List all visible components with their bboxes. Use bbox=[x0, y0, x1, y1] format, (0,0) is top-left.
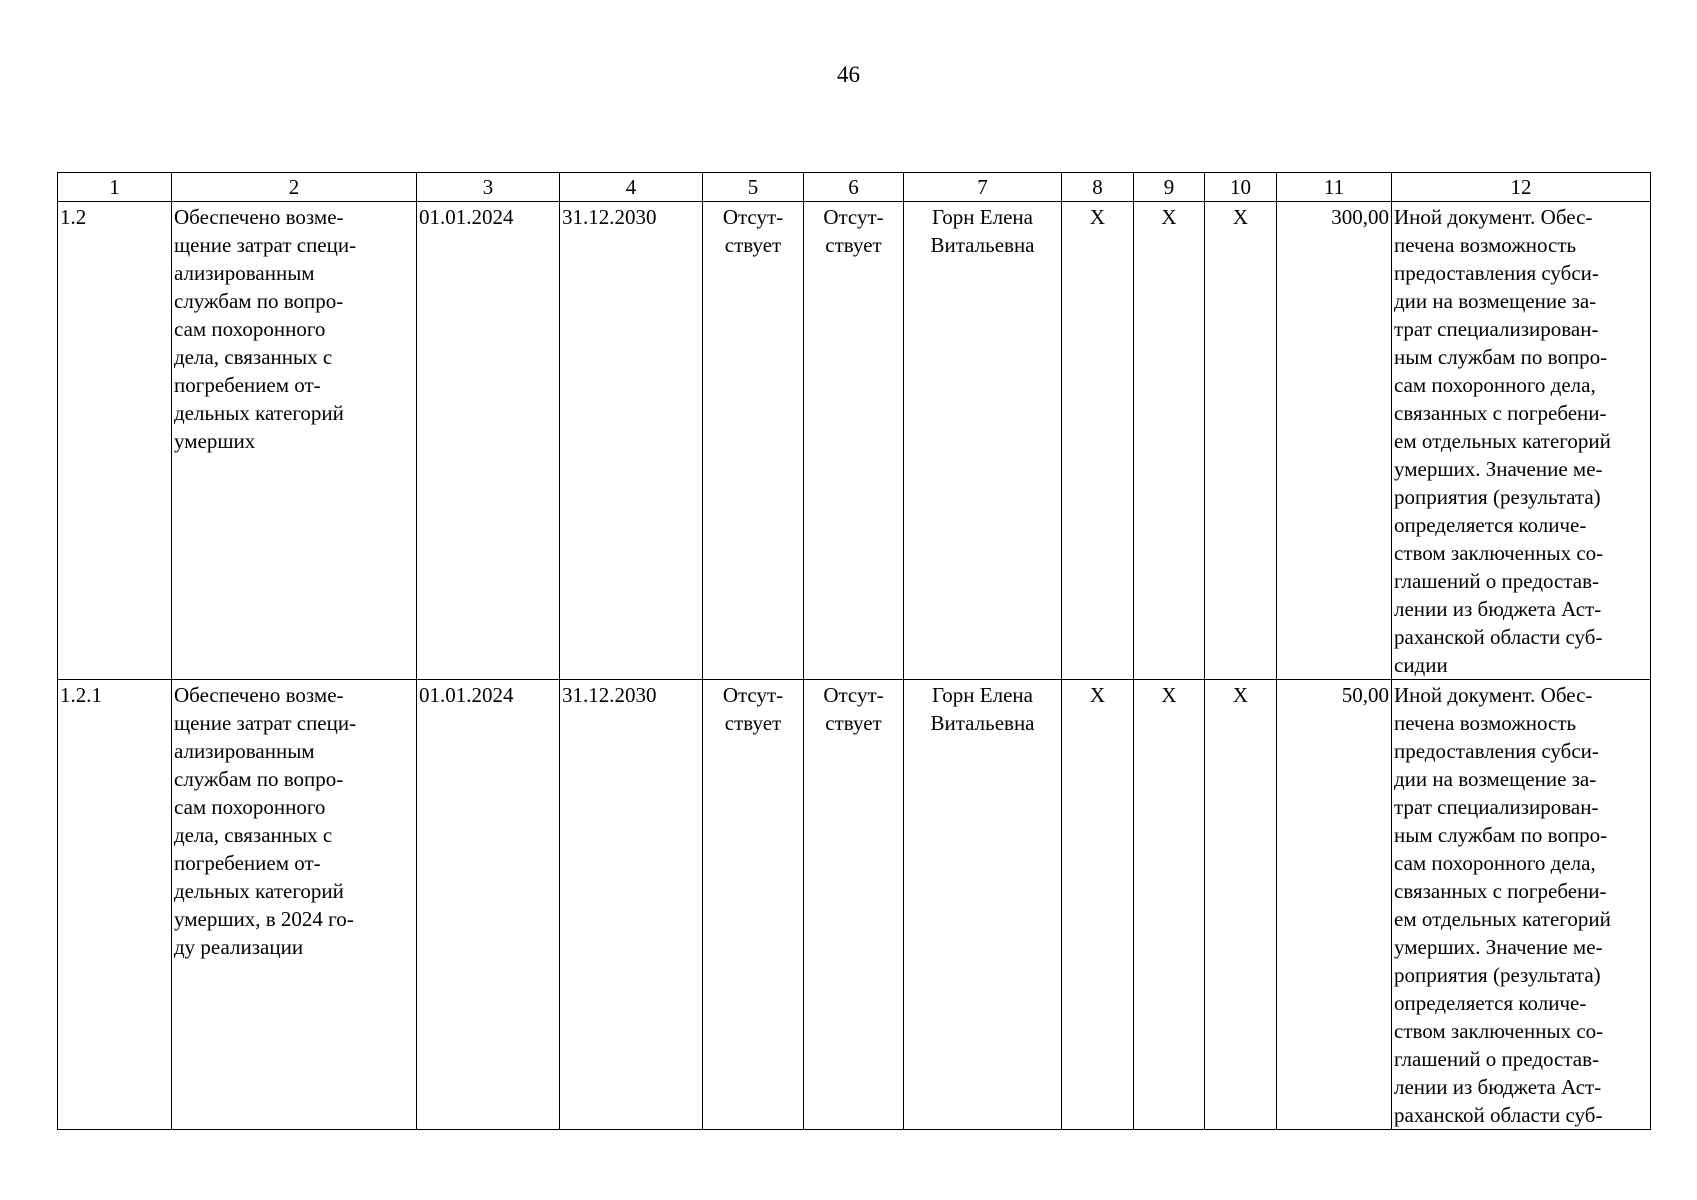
start-date-cell: 01.01.2024 bbox=[417, 680, 560, 1130]
column-header: 7 bbox=[904, 173, 1062, 202]
row-number-cell: 1.2 bbox=[58, 202, 172, 680]
table-header-row bbox=[58, 173, 1651, 202]
end-date-cell: 31.12.2030 bbox=[560, 680, 703, 1130]
column-header: 12 bbox=[1392, 173, 1651, 202]
responsible-person-cell: Горн Елена Витальевна bbox=[904, 680, 1062, 1130]
activities-table bbox=[57, 172, 1651, 1130]
column-header: 2 bbox=[172, 173, 417, 202]
page-number: 46 bbox=[837, 62, 860, 87]
column-header: 10 bbox=[1205, 173, 1277, 202]
column-9-cell: X bbox=[1134, 202, 1205, 680]
column-header: 5 bbox=[703, 173, 804, 202]
document-description-cell: Иной документ. Обес- печена возможность предоставления субси- дии на возмещение за- трат специализирован- ным службам по вопро- сам похоронного дела, связанных с погребени- ем отдельных категорий умерших. Значение ме- роприятия (результата) определяется количе- ством заключенных со- глашений о предостав- лении из бюджета Аст- раханской области суб- bbox=[1392, 680, 1651, 1130]
column-header: 9 bbox=[1134, 173, 1205, 202]
column-8-cell: X bbox=[1062, 202, 1134, 680]
column-header: 8 bbox=[1062, 173, 1134, 202]
table-row bbox=[58, 680, 1651, 1130]
column-header: 1 bbox=[58, 173, 172, 202]
responsible-person-cell: Горн Елена Витальевна bbox=[904, 202, 1062, 680]
amount-cell: 300,00 bbox=[1277, 202, 1392, 680]
end-date-cell: 31.12.2030 bbox=[560, 202, 703, 680]
start-date-cell: 01.01.2024 bbox=[417, 202, 560, 680]
column-5-cell: Отсут- ствует bbox=[703, 680, 804, 1130]
activity-name-cell: Обеспечено возме- щение затрат специ- ализированным службам по вопро- сам похоронного дела, связанных с погребением от- дельных категорий умерших, в 2024 го- ду реализации bbox=[172, 680, 417, 1130]
column-header: 4 bbox=[560, 173, 703, 202]
row-number-cell: 1.2.1 bbox=[58, 680, 172, 1130]
amount-cell: 50,00 bbox=[1277, 680, 1392, 1130]
column-header: 11 bbox=[1277, 173, 1392, 202]
column-header: 3 bbox=[417, 173, 560, 202]
activity-name-cell: Обеспечено возме- щение затрат специ- ализированным службам по вопро- сам похоронного дела, связанных с погребением от- дельных категорий умерших bbox=[172, 202, 417, 680]
column-8-cell: X bbox=[1062, 680, 1134, 1130]
column-6-cell: Отсут- ствует bbox=[804, 680, 904, 1130]
column-header: 6 bbox=[804, 173, 904, 202]
table-row bbox=[58, 202, 1651, 680]
column-10-cell: X bbox=[1205, 202, 1277, 680]
column-6-cell: Отсут- ствует bbox=[804, 202, 904, 680]
column-5-cell: Отсут- ствует bbox=[703, 202, 804, 680]
column-10-cell: X bbox=[1205, 680, 1277, 1130]
column-9-cell: X bbox=[1134, 680, 1205, 1130]
document-description-cell: Иной документ. Обес- печена возможность предоставления субси- дии на возмещение за- трат специализирован- ным службам по вопро- сам похоронного дела, связанных с погребени- ем отдельных категорий умерших. Значение ме- роприятия (результата) определяется количе- ством заключенных со- глашений о предостав- лении из бюджета Аст- раханской области суб- сидии bbox=[1392, 202, 1651, 680]
